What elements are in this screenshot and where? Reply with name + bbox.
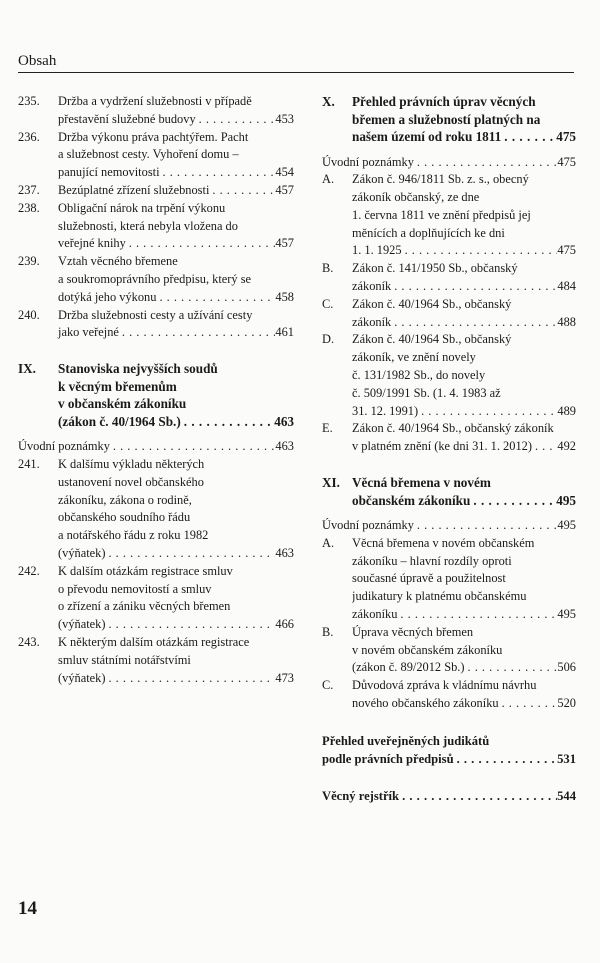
- entry-body: [352, 624, 576, 677]
- entry-page: 506: [557, 660, 576, 675]
- entry-last-line: [58, 164, 294, 182]
- entry-text-line: Obligační nárok na trpění výkonu: [58, 200, 226, 215]
- entry-text: Věcný rejstřík: [322, 789, 400, 804]
- page-number: 14: [18, 898, 37, 919]
- entry-page: 475: [557, 243, 576, 258]
- toc-column-left: [18, 93, 294, 687]
- intro-entry: [18, 438, 294, 456]
- entry-last-line: [322, 517, 576, 535]
- entry-last-line: [352, 403, 576, 421]
- leader-dots: [105, 545, 275, 563]
- leader-dots: [454, 751, 558, 769]
- entry-text-line: judikatury k platnému občanskému: [352, 589, 527, 604]
- entry-text: přestavění služebné budovy: [58, 111, 196, 126]
- toc-entry: [18, 456, 294, 563]
- entry-number: 238.: [18, 200, 40, 215]
- entry-text-line: Držba a vydržení služebnosti v případě: [58, 94, 252, 108]
- entry-text-line: Vztah věcného břemene: [58, 254, 178, 269]
- overview-entry: [322, 733, 576, 769]
- toc-entry: [322, 677, 576, 713]
- entry-page: 453: [275, 111, 294, 126]
- entry-text-line: 1. června 1811 ve znění předpisů jej: [352, 207, 531, 222]
- entry-text: zákoník: [352, 279, 392, 294]
- leader-dots: [414, 154, 558, 172]
- leader-dots: [470, 492, 556, 510]
- entry-body: [58, 456, 294, 563]
- entry-text-line: v novém občanském zákoníku: [352, 642, 503, 657]
- entry-page: 484: [557, 279, 576, 294]
- entry-number: IX.: [18, 361, 36, 377]
- entry-last-line: [352, 242, 576, 260]
- index-entry: [322, 788, 576, 806]
- toc-entry: [322, 296, 576, 332]
- entry-last-line: [352, 278, 576, 296]
- entry-body: [352, 260, 576, 296]
- entry-text-line: Držba služebnosti cesty a užívání cesty: [58, 307, 253, 322]
- toc-entry: [18, 634, 294, 687]
- entry-text-line: a služebnost cesty. Vyhoření domu –: [58, 147, 239, 162]
- entry-page: 463: [275, 545, 294, 560]
- entry-page: 466: [275, 617, 294, 632]
- entry-last-line: [322, 751, 576, 769]
- entry-text-line: ustanovení novel občanského: [58, 474, 204, 489]
- entry-text-line: Přehled uveřejněných judikátů: [322, 733, 490, 748]
- entry-text-line: Věcná břemena v novém občanském: [352, 535, 535, 550]
- entry-text-line: Stanoviska nejvyšších soudů: [58, 361, 218, 377]
- entry-text-line: č. 509/1991 Sb. (1. 4. 1983 až: [352, 385, 501, 400]
- entry-text-line: břemen a služebností platných na: [352, 111, 541, 127]
- leader-dots: [414, 517, 558, 535]
- entry-number: 235.: [18, 94, 40, 108]
- entry-text: podle právních předpisů: [322, 751, 454, 766]
- entry-text-line: občanského soudního řádu: [58, 510, 191, 525]
- entry-text-line: Zákon č. 40/1964 Sb., občanský: [352, 332, 512, 347]
- toc-column-right: [322, 93, 576, 806]
- entry-body: [322, 788, 576, 806]
- entry-text: občanském zákoníku: [352, 492, 471, 508]
- leader-dots: [119, 324, 276, 342]
- entry-number: C.: [322, 678, 334, 693]
- section-heading: [18, 360, 294, 430]
- entry-body: [58, 182, 294, 200]
- entry-last-line: [322, 154, 576, 172]
- entry-number: 236.: [18, 129, 40, 144]
- entry-text: 31. 12. 1991): [352, 403, 419, 418]
- entry-last-line: [18, 438, 294, 456]
- leader-dots: [391, 314, 557, 332]
- entry-text: Úvodní poznámky: [322, 518, 414, 533]
- entry-page: 457: [275, 236, 294, 251]
- entry-number: A.: [322, 172, 335, 187]
- entry-text: zákoník: [352, 314, 392, 329]
- leader-dots: [418, 403, 557, 421]
- entry-text-line: zákoník občanský, ze dne: [352, 190, 480, 205]
- entry-text-line: Přehled právních úprav věcných: [352, 94, 536, 109]
- entry-last-line: [58, 182, 294, 200]
- toc-entry: [322, 535, 576, 624]
- entry-text-line: o zřízení a zániku věcných břemen: [58, 599, 231, 614]
- entry-text: v platném znění (ke dni 31. 1. 2012): [352, 439, 532, 454]
- leader-dots: [181, 413, 274, 431]
- entry-number: 242.: [18, 563, 40, 578]
- entry-last-line: [58, 111, 294, 129]
- entry-last-line: [352, 492, 576, 510]
- leader-dots: [105, 670, 275, 688]
- entry-body: [58, 307, 294, 343]
- toc-entry: [322, 331, 576, 420]
- leader-dots: [499, 695, 558, 713]
- toc-entry: [322, 171, 576, 260]
- entry-page: 463: [274, 413, 294, 429]
- entry-text-line: současné úpravě a použitelnost: [352, 571, 506, 586]
- entry-page: 461: [275, 325, 294, 340]
- entry-text-line: č. 131/1982 Sb., do novely: [352, 368, 486, 383]
- entry-number: X.: [322, 94, 335, 109]
- entry-body: [58, 253, 294, 306]
- leader-dots: [532, 438, 557, 456]
- entry-text-line: Držba výkonu práva pachtýřem. Pacht: [58, 129, 249, 144]
- entry-body: [352, 296, 576, 332]
- entry-text: Úvodní poznámky: [322, 154, 414, 169]
- entry-body: [58, 360, 294, 430]
- entry-text: (výňatek): [58, 545, 106, 560]
- entry-body: [352, 535, 576, 624]
- entry-page: 463: [275, 439, 294, 454]
- entry-text-line: zákoníku, zákona o rodině,: [58, 492, 192, 507]
- entry-text: Bezúplatné zřízení služebnosti: [58, 182, 210, 197]
- entry-text-line: K dalším otázkám registrace smluv: [58, 563, 233, 578]
- entry-text-line: a notářského řádu z roku 1982: [58, 528, 209, 543]
- entry-text-line: Věcná břemena v novém: [352, 475, 491, 491]
- section-heading: [322, 474, 576, 509]
- leader-dots: [105, 616, 275, 634]
- entry-text-line: Úprava věcných břemen: [352, 624, 474, 639]
- entry-text-line: v občanském zákoníku: [58, 396, 187, 412]
- leader-dots: [126, 235, 276, 253]
- entry-text: (výňatek): [58, 670, 106, 685]
- entry-page: 457: [275, 182, 294, 197]
- toc-entry: [18, 253, 294, 306]
- entry-text-line: K některým dalším otázkám registrace: [58, 634, 250, 649]
- entry-last-line: [352, 606, 576, 624]
- entry-number: B.: [322, 624, 334, 639]
- entry-last-line: [58, 616, 294, 634]
- entry-text: (zákon č. 40/1964 Sb.): [58, 413, 181, 429]
- entry-text: 1. 1. 1925: [352, 243, 402, 258]
- entry-page: 489: [557, 403, 576, 418]
- entry-body: [352, 171, 576, 260]
- entry-text: (výňatek): [58, 617, 106, 632]
- toc-entry: [322, 624, 576, 677]
- entry-body: [58, 634, 294, 687]
- entry-text: veřejné knihy: [58, 236, 126, 251]
- entry-text: jako veřejné: [58, 325, 119, 340]
- entry-body: [18, 438, 294, 456]
- entry-text-line: Zákon č. 946/1811 Sb. z. s., obecný: [352, 172, 529, 187]
- entry-number: B.: [322, 261, 334, 276]
- entry-body: [58, 129, 294, 182]
- entry-last-line: [58, 324, 294, 342]
- leader-dots: [397, 606, 557, 624]
- entry-page: 495: [557, 607, 576, 622]
- intro-entry: [322, 154, 576, 172]
- entry-text-line: Důvodová zpráva k vládnímu návrhu: [352, 678, 537, 693]
- entry-text: Úvodní poznámky: [18, 439, 110, 454]
- entry-text: našem území od roku 1811: [352, 129, 502, 144]
- entry-text-line: k věcným břemenům: [58, 378, 177, 394]
- entry-body: [352, 93, 576, 146]
- entry-page: 475: [556, 129, 576, 144]
- page-header: [18, 52, 574, 73]
- entry-text-line: o převodu nemovitostí a smluv: [58, 581, 212, 596]
- entry-number: 237.: [18, 182, 40, 197]
- entry-page: 495: [557, 518, 576, 533]
- entry-last-line: [58, 413, 294, 431]
- entry-page: 520: [557, 696, 576, 711]
- leader-dots: [110, 438, 276, 456]
- entry-text-line: zákoníku – hlavní rozdíly oproti: [352, 553, 512, 568]
- entry-text-line: služebnosti, která nebyla vložena do: [58, 218, 238, 233]
- leader-dots: [402, 242, 558, 260]
- entry-number: 239.: [18, 254, 40, 269]
- toc-entry: [18, 563, 294, 634]
- section-heading: [322, 93, 576, 146]
- entry-body: [58, 93, 294, 129]
- entry-text-line: měnících a doplňujících ke dni: [352, 225, 505, 240]
- entry-page: 458: [275, 289, 294, 304]
- entry-page: 495: [556, 492, 576, 508]
- entry-body: [322, 517, 576, 535]
- entry-number: 243.: [18, 634, 40, 649]
- entry-last-line: [352, 438, 576, 456]
- entry-text-line: Zákon č. 40/1964 Sb., občanský: [352, 296, 512, 311]
- entry-number: C.: [322, 296, 334, 311]
- leader-dots: [465, 659, 558, 677]
- entry-last-line: [58, 545, 294, 563]
- entry-body: [322, 733, 576, 769]
- entry-last-line: [58, 289, 294, 307]
- toc-entry: [322, 260, 576, 296]
- entry-last-line: [322, 788, 576, 806]
- leader-dots: [399, 788, 557, 806]
- entry-number: XI.: [322, 475, 340, 491]
- leader-dots: [160, 164, 276, 182]
- entry-text: panující nemovitosti: [58, 165, 160, 180]
- toc-entry: [18, 200, 294, 253]
- entry-body: [352, 420, 576, 456]
- entry-page: 544: [557, 789, 576, 804]
- entry-page: 492: [557, 439, 576, 454]
- entry-last-line: [352, 659, 576, 677]
- toc-entry: [18, 307, 294, 343]
- entry-body: [58, 563, 294, 634]
- entry-number: 241.: [18, 456, 40, 471]
- entry-page: 454: [275, 165, 294, 180]
- entry-last-line: [58, 235, 294, 253]
- leader-dots: [391, 278, 557, 296]
- entry-text-line: Zákon č. 40/1964 Sb., občanský zákoník: [352, 421, 554, 436]
- entry-number: A.: [322, 535, 335, 550]
- entry-text-line: Zákon č. 141/1950 Sb., občanský: [352, 261, 518, 276]
- toc-entry: [18, 129, 294, 182]
- toc-entry: [322, 420, 576, 456]
- entry-number: 240.: [18, 307, 40, 322]
- entry-body: [58, 200, 294, 253]
- entry-body: [352, 474, 576, 509]
- toc-entry: [18, 182, 294, 200]
- entry-number: D.: [322, 332, 335, 347]
- entry-page: 531: [557, 751, 576, 766]
- entry-page: 488: [557, 314, 576, 329]
- entry-number: E.: [322, 421, 333, 436]
- intro-entry: [322, 517, 576, 535]
- entry-last-line: [352, 128, 576, 146]
- entry-page: 473: [275, 670, 294, 685]
- entry-text-line: zákoník, ve znění novely: [352, 350, 476, 365]
- entry-body: [322, 154, 576, 172]
- leader-dots: [209, 182, 275, 200]
- leader-dots: [196, 111, 276, 129]
- entry-text-line: K dalšímu výkladu některých: [58, 456, 205, 471]
- entry-text-line: a soukromoprávního předpisu, který se: [58, 271, 252, 286]
- entry-page: 475: [557, 154, 576, 169]
- toc-entry: [18, 93, 294, 129]
- leader-dots: [501, 128, 556, 146]
- entry-last-line: [58, 670, 294, 688]
- entry-body: [352, 677, 576, 713]
- entry-text: dotýká jeho výkonu: [58, 289, 157, 304]
- entry-last-line: [352, 314, 576, 332]
- entry-text-line: smluv státními notářstvími: [58, 652, 191, 667]
- entry-text: (zákon č. 89/2012 Sb.): [352, 660, 465, 675]
- header-title: Obsah: [18, 53, 57, 69]
- entry-last-line: [352, 695, 576, 713]
- entry-text: nového občanského zákoníku: [352, 696, 499, 711]
- entry-body: [352, 331, 576, 420]
- leader-dots: [156, 289, 275, 307]
- entry-text: zákoníku: [352, 607, 398, 622]
